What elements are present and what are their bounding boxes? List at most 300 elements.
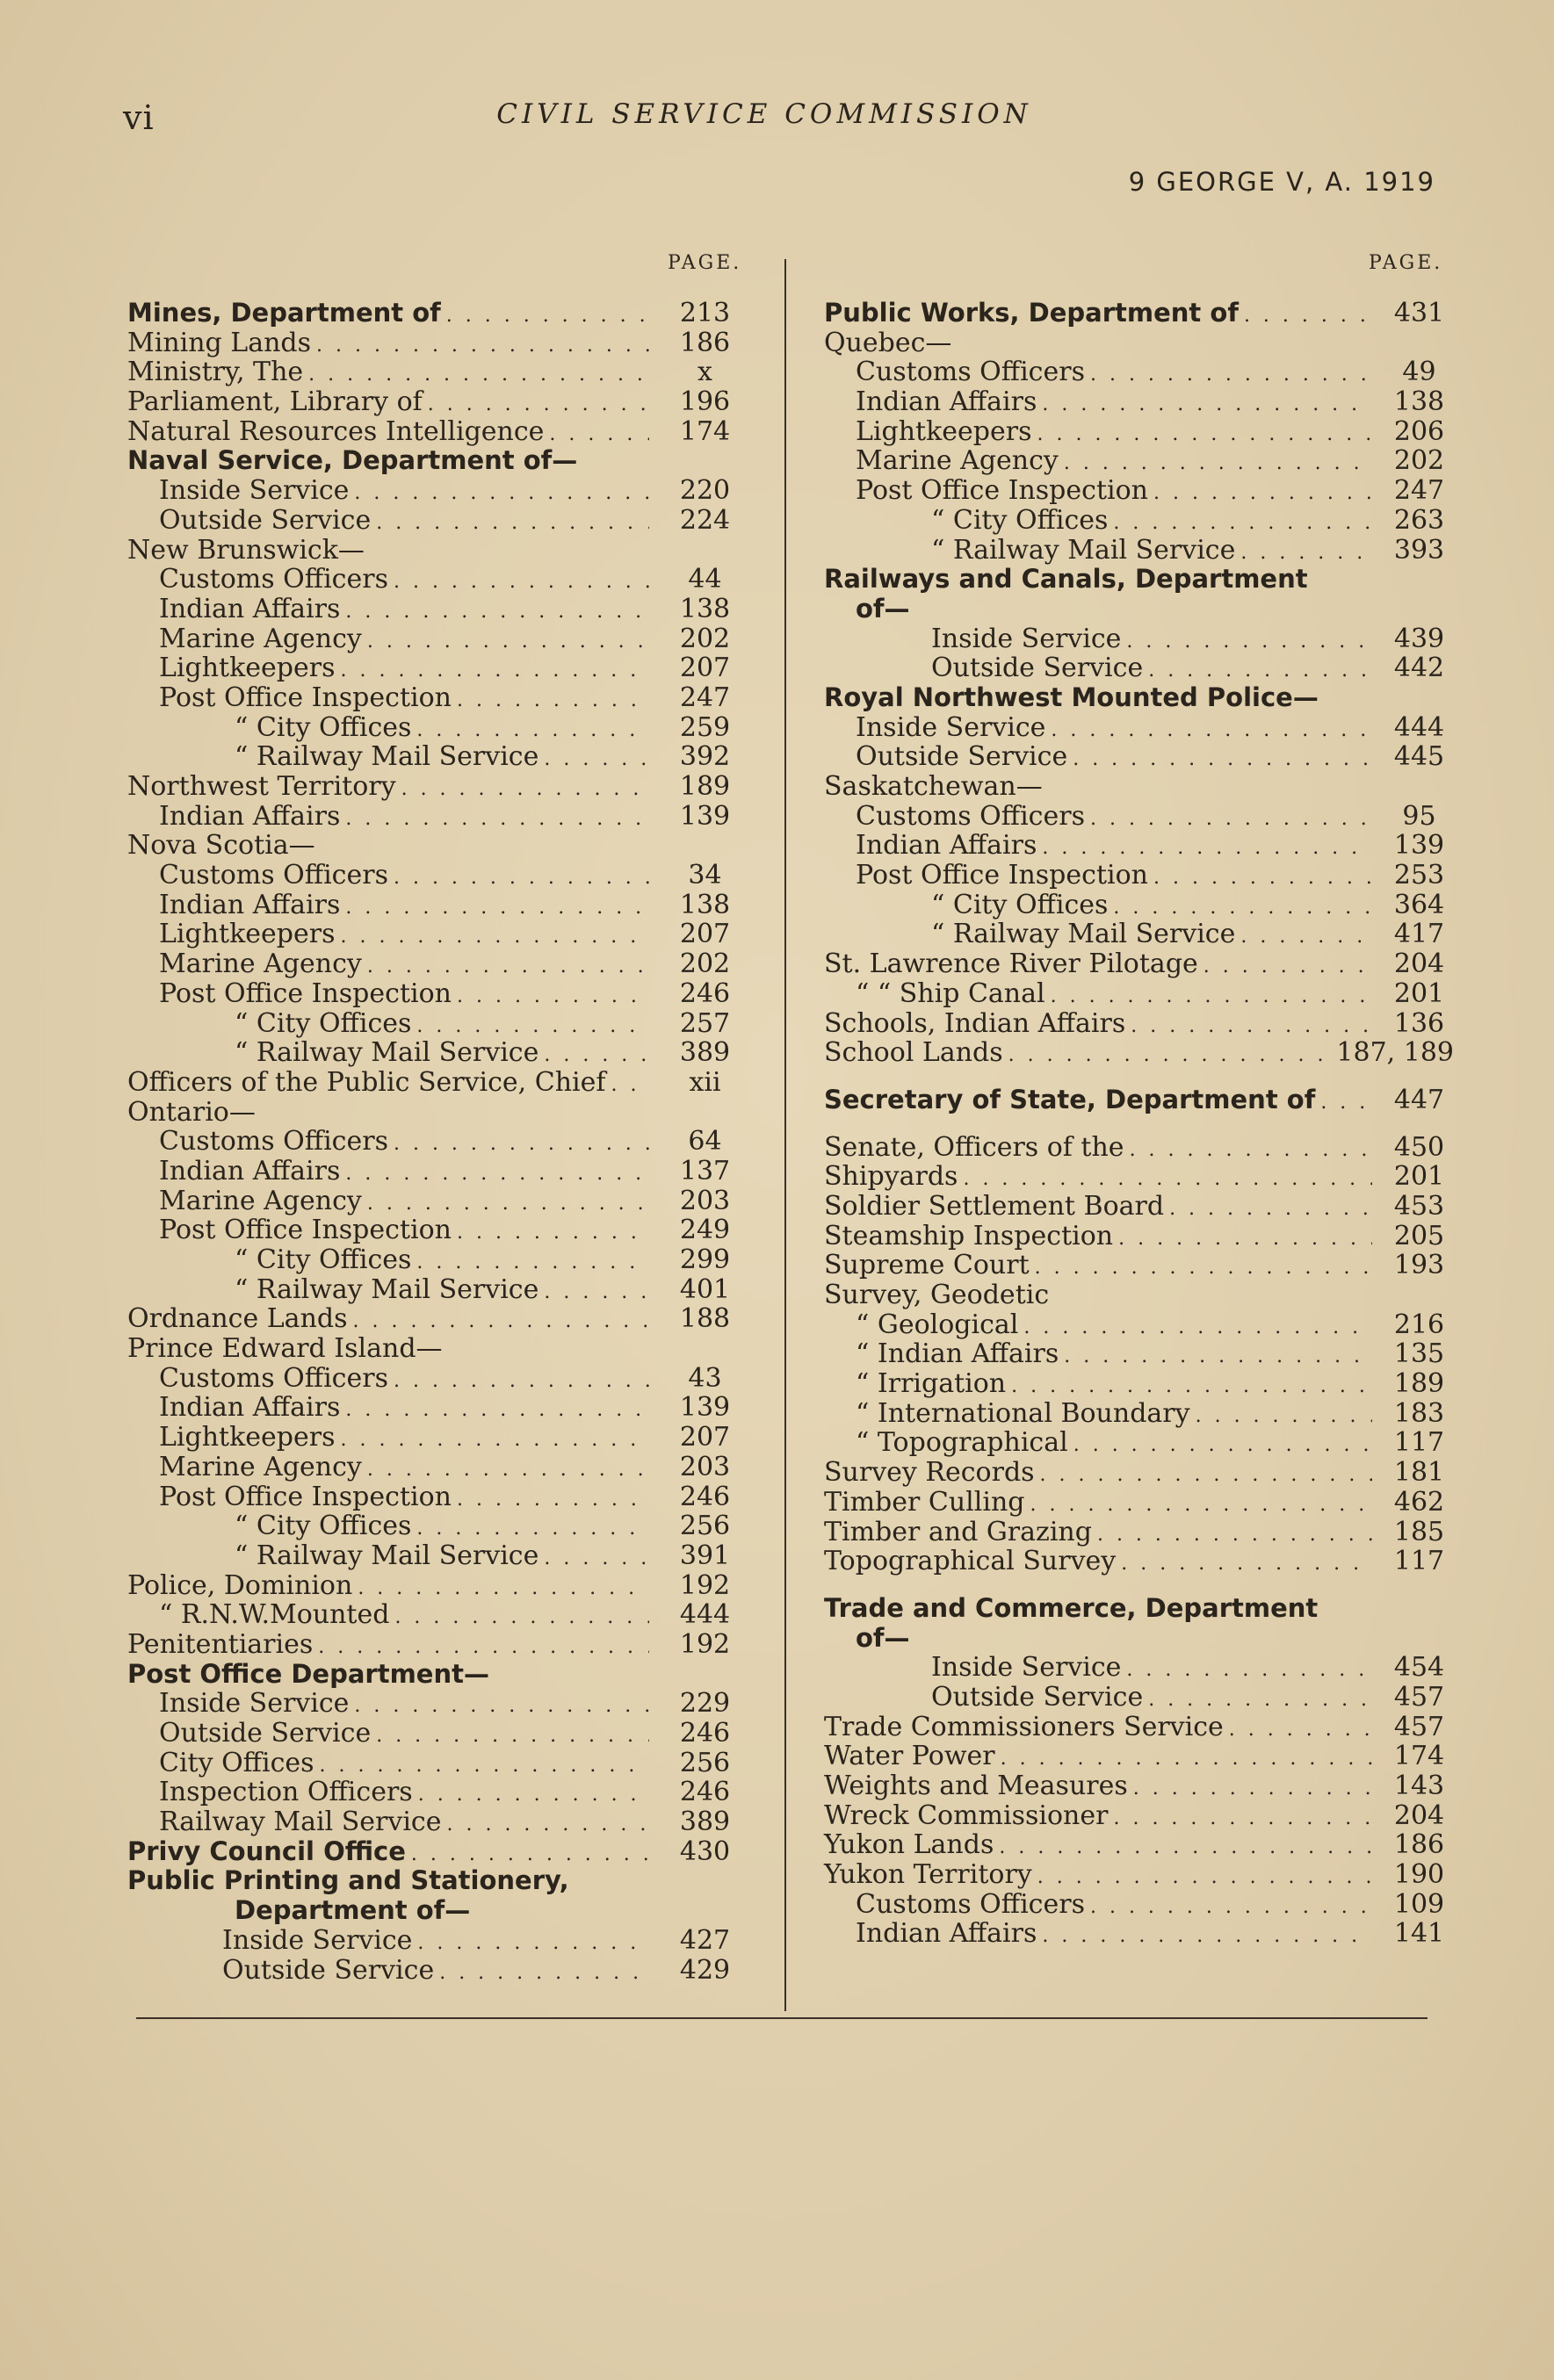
dot-leader (376, 508, 649, 538)
index-entry-page: 444 (679, 1599, 731, 1631)
index-entry-page: 457 (1393, 1681, 1445, 1713)
index-entry-label: Survey Records (824, 1457, 1035, 1489)
index-entry-label: Water Power (824, 1741, 995, 1772)
index-entry (824, 476, 1461, 506)
dot-leader (416, 1012, 649, 1042)
index-entry-page: 189 (679, 771, 731, 802)
index-entry-label: Natural Resources Intelligence (127, 415, 545, 447)
dot-leader (439, 1958, 649, 1988)
dot-leader (457, 982, 649, 1012)
index-entry-label: Post Office Inspection (159, 977, 452, 1009)
index-entry (127, 1749, 755, 1778)
index-entry (127, 1630, 755, 1660)
index-entry-page: 389 (679, 1807, 731, 1838)
dot-leader (1042, 390, 1372, 420)
index-entry-label: of— (856, 593, 910, 624)
index-entry (824, 920, 1461, 949)
dot-leader (1240, 922, 1372, 952)
index-entry (127, 595, 755, 624)
index-entry-label: School Lands (824, 1037, 1003, 1069)
index-entry-page: 43 (688, 1362, 722, 1394)
index-entry-page: 205 (1393, 1220, 1445, 1251)
index-entry-label: Railway Mail Service (159, 1807, 442, 1838)
index-entry-page: 430 (679, 1835, 731, 1867)
index-entry (127, 536, 755, 566)
index-entry-page: 95 (1402, 800, 1436, 832)
index-entry-label: Public Printing and Stationery, (127, 1865, 569, 1896)
dot-leader (418, 1780, 649, 1810)
dot-leader (367, 952, 649, 982)
index-entry-label: Lightkeepers (856, 415, 1032, 447)
index-entry-page: 417 (1393, 919, 1445, 950)
index-entry-page: 249 (679, 1215, 731, 1246)
index-entry-label: Lightkeepers (159, 653, 336, 684)
index-entry-label: Nova Scotia— (127, 830, 315, 862)
index-entry (824, 536, 1461, 566)
dot-leader (353, 1307, 650, 1337)
dot-leader (1169, 1194, 1372, 1224)
index-entry (824, 949, 1461, 979)
index-entry-label: Outside Service (931, 653, 1144, 684)
dot-leader (1035, 1253, 1372, 1283)
index-entry (824, 1890, 1461, 1920)
index-entry-label: Post Office Department— (127, 1658, 489, 1689)
index-entry-label: Privy Council Office (127, 1835, 406, 1866)
dot-leader (416, 1514, 649, 1544)
index-entry-page: 34 (688, 860, 722, 891)
index-entry (127, 1541, 755, 1571)
index-entry-page: 189 (1393, 1368, 1445, 1400)
index-entry-label: Topographical Survey (824, 1546, 1117, 1577)
index-entry-label: Schools, Indian Affairs (824, 1007, 1126, 1039)
index-entry (824, 772, 1461, 802)
index-entry (127, 861, 755, 891)
index-entry (127, 1245, 755, 1275)
dot-leader (345, 597, 649, 627)
index-entry-label: Indian Affairs (856, 386, 1037, 418)
index-entry-label: Customs Officers (159, 1362, 388, 1394)
index-entry-label: Indian Affairs (159, 889, 341, 920)
index-entry (127, 417, 755, 447)
index-entry-page: 187, 189 (1336, 1037, 1454, 1069)
index-entry (127, 1453, 755, 1482)
index-entry-page: 201 (1393, 977, 1445, 1009)
index-entry-label: Mining Lands (127, 327, 312, 358)
dot-leader (544, 1544, 649, 1574)
dot-leader (316, 331, 649, 361)
index-entry (824, 1919, 1461, 1949)
index-entry-page: 256 (679, 1511, 731, 1542)
index-entry-label: Indian Affairs (159, 593, 341, 624)
index-entry-label: “ Railway Mail Service (931, 919, 1236, 950)
index-entry-label: Lightkeepers (159, 919, 336, 950)
index-entry-label: Soldier Settlement Board (824, 1190, 1165, 1222)
index-entry-page: 442 (1393, 653, 1445, 684)
index-entry-page: 135 (1393, 1338, 1445, 1370)
dot-leader (340, 656, 649, 686)
index-entry (127, 506, 755, 536)
index-entry (824, 506, 1461, 536)
index-entry (127, 1127, 755, 1157)
index-entry (824, 1801, 1461, 1831)
index-entry (127, 742, 755, 772)
index-entry-page: 257 (679, 1007, 731, 1039)
index-entry (824, 1133, 1461, 1163)
dot-leader (417, 1929, 649, 1958)
index-entry-page: 389 (679, 1037, 731, 1069)
index-entry (824, 1547, 1461, 1576)
index-entry (127, 1956, 755, 1986)
dot-leader (457, 686, 649, 716)
index-entry (127, 1807, 755, 1837)
index-entry-label: Royal Northwest Mounted Police— (824, 682, 1319, 712)
index-entry-page: 457 (1393, 1711, 1445, 1742)
index-entry-page: 256 (679, 1747, 731, 1778)
index-entry-label: Inside Service (159, 1688, 350, 1720)
index-entry-page: 204 (1393, 948, 1445, 980)
index-entry (824, 1280, 1461, 1310)
index-entry-page: 429 (679, 1954, 731, 1986)
index-entry-label: Public Works, Department of (824, 298, 1239, 328)
index-entry (824, 831, 1461, 861)
index-entry-label: Yukon Lands (824, 1829, 994, 1861)
index-entry (127, 1896, 755, 1926)
index-entry-page: 454 (1393, 1652, 1445, 1684)
dot-leader (394, 1603, 649, 1633)
index-entry-label: Post Office Inspection (159, 1481, 452, 1512)
index-entry-page: 392 (679, 741, 731, 773)
index-entry-label: “ City Offices (235, 711, 412, 743)
index-entry-page: 185 (1393, 1516, 1445, 1547)
index-entry-label: Quebec— (824, 327, 952, 358)
index-entry-page: 207 (679, 919, 731, 950)
index-entry-page: 431 (1393, 298, 1445, 328)
index-entry-label: Northwest Territory (127, 771, 396, 802)
index-entry (127, 1334, 755, 1364)
index-entry-label: Ministry, The (127, 357, 304, 388)
index-entry-label: “ Railway Mail Service (931, 534, 1236, 566)
index-entry-label: “ Railway Mail Service (235, 741, 539, 773)
index-entry-label: “ R.N.W.Mounted (159, 1599, 390, 1631)
index-entry-label: Post Office Inspection (856, 475, 1148, 507)
running-title: CIVIL SERVICE COMMISSION (496, 98, 1032, 130)
index-entry-page: 117 (1393, 1427, 1445, 1459)
index-entry-page: 138 (679, 889, 731, 920)
index-entry-page: 203 (679, 1451, 731, 1482)
index-entry (824, 595, 1461, 624)
index-entry (127, 1186, 755, 1216)
index-entry (127, 1393, 755, 1423)
dot-leader (999, 1833, 1372, 1863)
dot-leader (544, 1278, 649, 1308)
index-entry-label: City Offices (159, 1747, 314, 1778)
index-entry-label: Yukon Territory (824, 1859, 1032, 1891)
index-entry-label: Ontario— (127, 1096, 256, 1128)
index-entry (824, 328, 1461, 358)
dot-leader (354, 1691, 649, 1721)
index-entry-label: “ City Offices (235, 1244, 412, 1275)
index-entry-label: “ City Offices (931, 889, 1109, 920)
index-entry-label: Inside Service (159, 475, 350, 507)
index-entry-label: Parliament, Library of (127, 386, 423, 418)
index-entry-page: 136 (1393, 1007, 1445, 1039)
index-entry (824, 742, 1461, 772)
index-entry-label: Marine Agency (159, 1451, 362, 1482)
dot-leader (544, 1041, 649, 1071)
dot-leader (1126, 627, 1372, 657)
dot-leader (1148, 656, 1372, 686)
index-entry-label: Prince Edward Island— (127, 1333, 443, 1365)
dot-leader (1001, 1744, 1372, 1774)
index-entry-label: Officers of the Public Service, Chief (127, 1066, 606, 1098)
index-entry (127, 891, 755, 920)
dot-leader (1042, 1922, 1372, 1951)
index-entry (127, 1866, 755, 1896)
index-entry (824, 1310, 1461, 1340)
index-entry (127, 1275, 755, 1305)
index-entry-page: 174 (679, 415, 731, 447)
index-entry-label: Marine Agency (159, 1185, 362, 1216)
index-entry-page: 186 (1393, 1829, 1445, 1861)
index-entry (127, 772, 755, 802)
dot-leader (428, 390, 649, 420)
index-entry (127, 328, 755, 358)
index-entry-page: 213 (679, 298, 731, 328)
index-entry-label: Marine Agency (856, 445, 1059, 477)
column-divider (784, 259, 786, 2011)
index-entry (824, 446, 1461, 476)
dot-leader (416, 1248, 649, 1278)
dot-leader (340, 1425, 649, 1455)
index-entry (127, 1778, 755, 1807)
index-entry-label: Indian Affairs (856, 1918, 1037, 1950)
index-entry-page: 207 (679, 653, 731, 684)
index-entry (127, 1009, 755, 1039)
index-entry-page: 246 (679, 1718, 731, 1749)
right-index-column (824, 299, 1461, 1949)
index-entry-label: Indian Affairs (159, 1392, 341, 1424)
dot-leader (1126, 1655, 1372, 1685)
dot-leader (446, 301, 649, 331)
index-entry-page: 391 (679, 1540, 731, 1571)
dot-leader (1320, 1088, 1372, 1118)
index-entry (127, 476, 755, 506)
index-entry (824, 683, 1461, 713)
index-entry (824, 802, 1461, 832)
index-entry-page: 299 (679, 1244, 731, 1275)
index-entry (824, 565, 1461, 595)
dot-leader (1113, 893, 1372, 923)
dot-leader (394, 863, 649, 893)
index-entry (127, 565, 755, 595)
dot-leader (416, 716, 649, 746)
index-entry-label: Customs Officers (159, 860, 388, 891)
index-entry-page: 64 (688, 1126, 722, 1158)
index-entry-page: 247 (679, 682, 731, 713)
index-entry-page: 109 (1393, 1888, 1445, 1920)
index-entry (824, 1192, 1461, 1222)
index-entry-page: 247 (1393, 475, 1445, 507)
index-entry (824, 387, 1461, 417)
index-entry (127, 1926, 755, 1956)
index-entry-page: 138 (1393, 386, 1445, 418)
dot-leader (1040, 1460, 1372, 1490)
index-entry (127, 1571, 755, 1601)
dot-leader (457, 1218, 649, 1248)
index-entry (824, 713, 1461, 743)
index-entry-page: 393 (1393, 534, 1445, 566)
dot-leader (1203, 952, 1372, 982)
index-entry-page: 246 (679, 1481, 731, 1512)
index-entry-label: Trade Commissioners Service (824, 1711, 1224, 1742)
dot-leader (411, 1840, 649, 1870)
index-entry (127, 1511, 755, 1541)
index-entry-page: 229 (679, 1688, 731, 1720)
index-entry-page: 138 (679, 593, 731, 624)
index-entry-label: Wreck Commissioner (824, 1799, 1109, 1831)
index-entry (824, 1458, 1461, 1488)
index-entry-label: New Brunswick— (127, 534, 365, 566)
dot-leader (1121, 1549, 1372, 1579)
index-entry-page: 253 (1393, 860, 1445, 891)
dot-leader (1051, 982, 1372, 1012)
index-entry (127, 831, 755, 861)
index-entry-page: 186 (679, 327, 731, 358)
index-entry (127, 299, 755, 328)
dot-leader (340, 922, 649, 952)
index-entry (824, 1713, 1461, 1742)
index-entry-label: Customs Officers (856, 800, 1085, 832)
index-entry-page: xii (689, 1066, 721, 1098)
index-entry-label: Department of— (235, 1895, 471, 1926)
dot-leader (345, 1159, 649, 1189)
index-entry-label: “ City Offices (931, 504, 1109, 536)
index-entry (127, 713, 755, 743)
index-entry (824, 357, 1461, 387)
dot-leader (354, 479, 649, 508)
index-entry-label: Saskatchewan— (824, 771, 1043, 802)
dot-leader (401, 775, 649, 804)
index-entry-page: 220 (679, 475, 731, 507)
index-entry (127, 1689, 755, 1719)
left-page-column-label: PAGE. (668, 252, 742, 274)
index-entry (824, 1518, 1461, 1547)
index-entry-page: 44 (688, 564, 722, 595)
index-entry (824, 1428, 1461, 1458)
index-entry (127, 653, 755, 683)
index-entry (127, 1660, 755, 1690)
dot-leader (1133, 1774, 1372, 1804)
index-entry-page: 427 (679, 1924, 731, 1956)
index-entry (824, 299, 1461, 328)
page-number: vi (123, 98, 155, 137)
index-entry-label: Post Office Inspection (856, 860, 1148, 891)
index-entry-label: Trade and Commerce, Department (824, 1592, 1319, 1623)
index-entry-label: Shipyards (824, 1161, 958, 1193)
index-entry-page: 401 (679, 1273, 731, 1305)
index-entry-page: 207 (679, 1422, 731, 1453)
dot-leader (1042, 833, 1372, 863)
index-entry-page: 439 (1393, 623, 1445, 654)
index-entry-page: 181 (1393, 1457, 1445, 1489)
index-entry (127, 446, 755, 476)
index-entry-page: 246 (679, 1777, 731, 1808)
index-entry (824, 653, 1461, 683)
left-index-column (127, 299, 755, 1985)
index-entry (127, 802, 755, 832)
index-entry (824, 624, 1461, 654)
index-entry-page: 192 (679, 1628, 731, 1660)
index-entry (824, 1085, 1461, 1115)
index-entry (824, 1222, 1461, 1251)
index-entry (824, 1653, 1461, 1683)
index-entry-label: Secretary of State, Department of (824, 1084, 1316, 1114)
index-entry (824, 1339, 1461, 1369)
index-entry (127, 1719, 755, 1749)
index-entry-page: 204 (1393, 1799, 1445, 1831)
bottom-rule (136, 2017, 1428, 2019)
dot-leader (549, 420, 649, 450)
dot-leader (1113, 1804, 1372, 1834)
index-entry-label: Naval Service, Department of— (127, 445, 578, 476)
dot-leader (345, 893, 649, 923)
index-entry (127, 1098, 755, 1128)
index-entry-label: “ Topographical (856, 1427, 1068, 1459)
dot-leader (394, 1367, 649, 1396)
dot-leader (1064, 449, 1372, 479)
dot-leader (1131, 1012, 1372, 1042)
index-entry-page: 183 (1393, 1397, 1445, 1429)
dot-leader (1073, 1431, 1372, 1460)
index-entry (127, 387, 755, 417)
index-entry-label: Indian Affairs (159, 800, 341, 832)
index-entry (127, 683, 755, 713)
dot-leader (1113, 508, 1372, 538)
dot-leader (394, 567, 649, 597)
index-entry-page: 190 (1393, 1859, 1445, 1891)
index-entry-page: 49 (1402, 357, 1436, 388)
index-entry-page: 202 (679, 948, 731, 980)
index-entry (824, 1162, 1461, 1192)
dot-leader (1023, 1313, 1372, 1343)
dot-leader (1130, 1136, 1372, 1165)
index-entry (824, 1860, 1461, 1890)
index-entry-page: 263 (1393, 504, 1445, 536)
dot-leader (1073, 745, 1372, 775)
index-entry (127, 920, 755, 949)
index-entry-page: 462 (1393, 1486, 1445, 1518)
index-entry-label: Post Office Inspection (159, 682, 452, 713)
index-entry (127, 1600, 755, 1630)
index-entry-label: Steamship Inspection (824, 1220, 1114, 1251)
dot-leader (1229, 1715, 1372, 1745)
index-entry-label: “ Railway Mail Service (235, 1037, 539, 1069)
index-entry-page: 445 (1393, 741, 1445, 773)
index-entry-page: 141 (1393, 1918, 1445, 1950)
index-entry (127, 1157, 755, 1186)
index-entry (127, 1837, 755, 1867)
index-entry-label: Penitentiaries (127, 1628, 314, 1660)
index-entry-page: 450 (1393, 1131, 1445, 1163)
dot-leader (1244, 301, 1372, 331)
dot-leader (446, 1810, 649, 1840)
index-entry-label: Outside Service (222, 1954, 435, 1986)
dot-leader (1090, 804, 1372, 834)
dot-leader (1090, 1893, 1372, 1922)
dot-leader (1037, 1863, 1372, 1893)
index-entry-page: 192 (679, 1569, 731, 1601)
dot-leader (1064, 1342, 1372, 1372)
